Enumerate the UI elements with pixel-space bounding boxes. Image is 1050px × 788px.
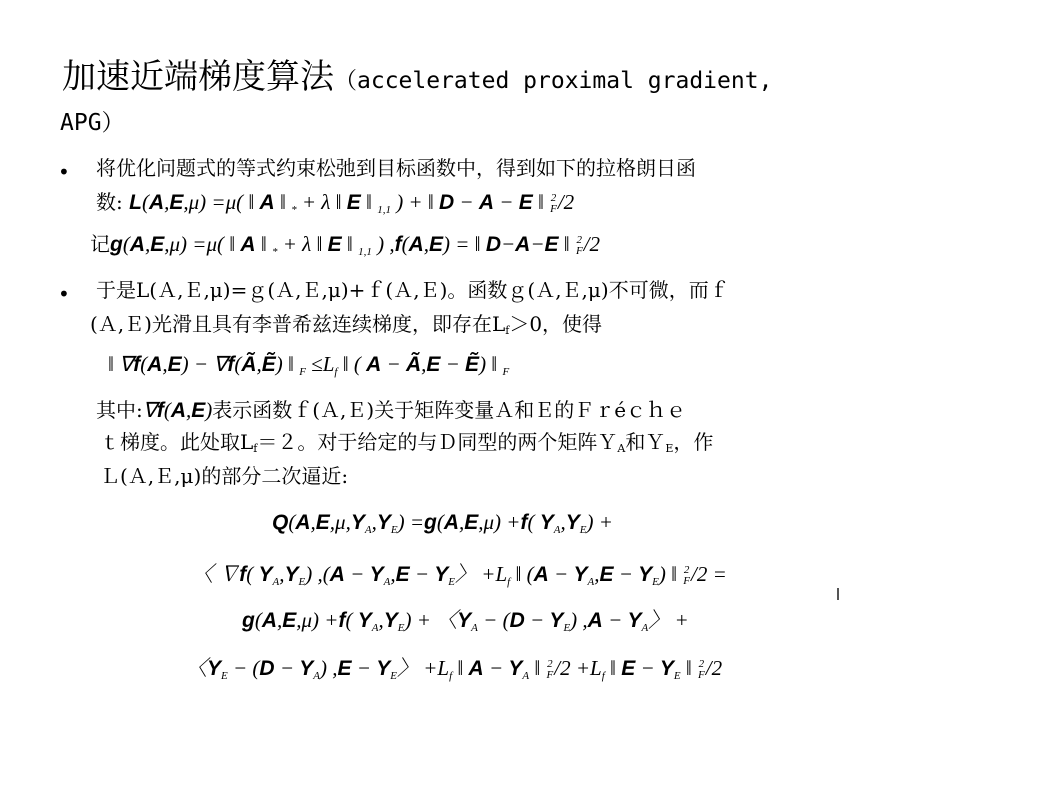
bullet-marker-1: • xyxy=(58,160,70,184)
bullet-1-line-2 xyxy=(96,186,574,226)
bullet-2-line-2: (Ａ,Ｅ)光滑且具有李普希兹连续梯度，即存在Lf＞0，使得 xyxy=(90,312,603,337)
lagrangian-formula: L(A,E,μ) =μ( ‖ A ‖ $_*$ + λ ‖ E ‖ $_{1,1}$ ) + ‖ D − A − E ‖ 2 F/2 xyxy=(129,190,575,216)
lipschitz-inequality: ‖ ∇f(A,E) − ∇f(Ã,Ẽ) ‖ $_F \le L_f$ ‖ ( A − Ã,E − Ẽ) ‖ $_F$ xyxy=(108,352,510,378)
gradient-symbol: ∇f(A,E) xyxy=(142,398,213,422)
equation-line-2: 〈 ∇f( $Y_A,Y_E$) $,(A - Y_A,E - Y_E$〉 $+L_f$ ‖ $(A - Y_A,E - Y_E)$ ‖ 2 F/2 = xyxy=(192,562,727,588)
bullet-2-line-1: 于是L(Ａ,Ｅ,μ)=ｇ(Ａ,Ｅ,μ)+ｆ(Ａ,Ｅ)。函数ｇ(Ａ,Ｅ,μ)不可微，而ｆ xyxy=(96,278,729,302)
title-english-line2: APG） xyxy=(60,110,125,136)
equation-line-1: $Q(A,E,\mu,Y_A,Y_E) =g(A,E,\mu) +f$( $Y_A,Y_E$) + xyxy=(272,510,613,536)
bullet-1-prefix: 数: xyxy=(96,190,123,214)
title-chinese: 加速近端梯度算法 xyxy=(62,57,334,97)
bullet-1-line-1: 将优化问题式的等式约束松弛到目标函数中，得到如下的拉格朗日函 xyxy=(96,156,696,180)
equation-line-4: 〈$Y_E - (D - Y_A) ,E - Y_E$〉 $+L_f$ ‖ $A - Y_A$ ‖ 2 $F/2 +L_f$ ‖ $E - Y_E$ ‖ 2 F/2 xyxy=(186,656,723,682)
bullet-2-line-5: Ｌ(Ａ,Ｅ,μ)的部分二次逼近: xyxy=(100,464,349,488)
title-english-line1: （accelerated proximal gradient, xyxy=(334,68,773,94)
bullet-1-note xyxy=(90,228,600,268)
equation-line-3: g(A,E,μ) +f( $Y_A,Y_E$) + 〈$Y_A - (D - Y_E) ,A - Y_A$〉 + xyxy=(242,608,689,634)
g-f-definition-formula: g(A,E,μ) =μ( ‖ A ‖ $_*$ + λ ‖ E ‖ $_{1,1}$ ) ,f(A,E) = ‖ D−A−E ‖ 2 F/2 xyxy=(110,232,601,258)
slide-title xyxy=(62,52,1022,140)
bullet-2-line-4: ｔ梯度。此处取Lf＝２。对于给定的与Ｄ同型的两个矩阵ＹA和ＹE，作 xyxy=(100,430,714,455)
bullet-marker-2: • xyxy=(58,282,70,306)
edge-mark xyxy=(837,588,839,600)
note-prefix: 记 xyxy=(90,232,110,256)
bullet-2-line-3: 其中:∇f(A,E)表示函数ｆ(Ａ,Ｅ)关于矩阵变量Ａ和Ｅ的Ｆｒéｃｈｅ xyxy=(96,398,687,422)
